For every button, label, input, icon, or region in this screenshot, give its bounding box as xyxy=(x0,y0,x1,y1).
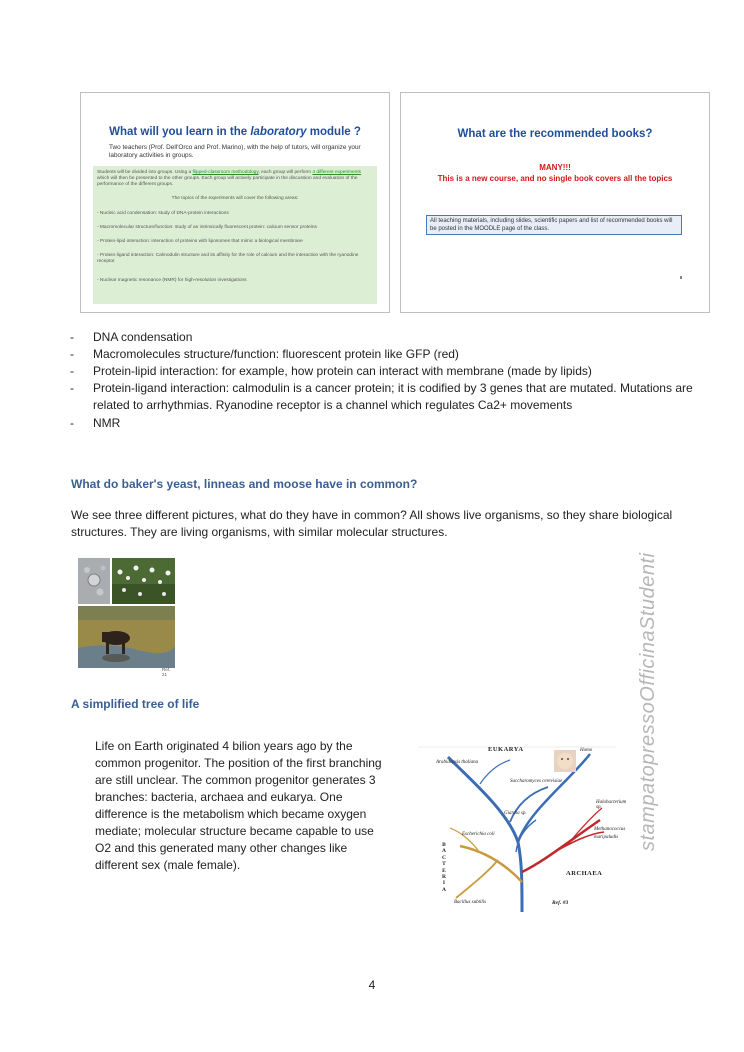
section2-paragraph: Life on Earth originated 4 bilion years ago by the common progenitor. The position of the first branching are still unclear. The common progenitor generates 3 branches: bacteria, archaea and eukarya. One difference is the metabolism which became oxygen mediate; molecular structure became capable to use O2 and this generated many other changes like different sex (male female). xyxy=(95,739,382,872)
photo-reference: Ref. 21 xyxy=(162,667,171,677)
list-dash: - xyxy=(70,364,74,378)
bacteria-letter: A xyxy=(442,886,446,893)
slide2-title: What are the recommended books? xyxy=(457,128,653,140)
bacteria-letter: B xyxy=(442,842,446,848)
slide1-title-pre: What will you learn in the xyxy=(109,126,251,138)
moose-photo xyxy=(78,606,175,668)
section1-paragraph: We see three different pictures, what do they have in common? All shows live organisms, so they share biological structures. They are living organisms, with similar molecular structures. xyxy=(71,508,673,539)
label-archaea: ARCHAEA xyxy=(566,870,603,877)
green-link-experiments: 4 different experiments xyxy=(312,170,362,175)
slide1-green-box xyxy=(93,166,377,304)
list-item-text: Protein-lipid interaction: for example, how protein can interact with membrane (made by lipids) xyxy=(93,364,592,378)
yeast-photo xyxy=(78,558,110,604)
label-maripaludis: maripaludis xyxy=(594,835,619,840)
slide1-topics-intro: The topics of the experiments will cover the following areas: xyxy=(171,196,299,201)
label-ref: Ref. #3 xyxy=(552,900,569,906)
slide1-intro: Two teachers (Prof. Dell'Orco and Prof. Marino), with the help of tutors, will organize your laboratory activities in groups. xyxy=(109,144,361,160)
list-dash: - xyxy=(70,347,74,361)
bacteria-letter: T xyxy=(442,861,446,868)
slide-laboratory-module xyxy=(80,92,390,313)
label-methanococcus: Methanococcus xyxy=(594,827,626,832)
label-homo: Homo xyxy=(580,748,593,753)
slide1-topic-item: - Protein-lipid interaction: interaction of proteins with liposomes that mimic a biological membrane xyxy=(97,239,303,244)
watermark: stampatopressoOfficinaStudenti xyxy=(637,552,659,851)
label-giardia: Giardia sp. xyxy=(504,811,527,816)
label-saccharomyces: Saccharomyces cerevisiae xyxy=(510,779,563,784)
slide1-topic-item: - Nucleic acid condensation: study of DNA-protein interactions xyxy=(97,211,229,216)
slide1-topic-item: - Protein-ligand interaction: Calmodulin structure and its affinity for the role of calcium and the interaction with the ryanodine receptor xyxy=(97,253,359,264)
eukarya-twig xyxy=(480,760,510,784)
bacteria-branch-2 xyxy=(456,860,498,898)
organism-photos xyxy=(78,558,175,677)
bacteria-letter: A xyxy=(442,848,446,855)
slide1-title-emphasis: laboratory xyxy=(250,126,307,138)
slide2-materials-box: All teaching materials, including slides, scientific papers and list of recommended books will be posted in the MOODLE page of the class. xyxy=(426,215,682,235)
bacteria-letter: I xyxy=(442,880,446,887)
bacteria-letter: E xyxy=(442,867,446,874)
list-dash: - xyxy=(70,416,74,430)
label-bacillus: Bacillus subtilis xyxy=(454,900,487,905)
green-text-c: which will then be presented to the other groups. Each group will actively participate in the discussion and evaluation of the performance of the different groups. xyxy=(97,176,358,187)
slide1-title-post: module ? xyxy=(306,126,361,138)
slide2-red-line2: This is a new course, and no single book covers all the topics xyxy=(437,174,673,183)
green-text-b: , each group will perform xyxy=(258,170,313,175)
slide1-green-paragraph xyxy=(97,170,373,188)
label-eukarya: EUKARYA xyxy=(488,746,524,753)
list-item-text: NMR xyxy=(93,416,121,430)
bacteria-branch xyxy=(460,846,522,882)
list-item-text: Protein-ligand interaction: calmodulin is a cancer protein; it is codified by 3 genes that are mutated. Mutations are related to arrhythmias. Ryanodine receptor is a channel which regulates Ca2+ movements xyxy=(93,381,693,412)
slide-recommended-books xyxy=(400,92,710,313)
slide1-topic-item: - Macromolecular structure/function: study of an intrinsically fluorescent protein: calcium sensor proteins xyxy=(97,225,317,230)
list-dash: - xyxy=(70,381,74,395)
slide1-title xyxy=(81,126,389,138)
label-ecoli: Escherichia coli xyxy=(462,832,495,837)
bacteria-letter: C xyxy=(442,854,446,861)
list-item-text: Macromolecules structure/function: fluorescent protein like GFP (red) xyxy=(93,347,459,361)
section-heading-tree: A simplified tree of life xyxy=(71,697,200,711)
archaea-branch xyxy=(522,820,600,872)
list-dash: - xyxy=(70,330,74,344)
section-heading-common: What do baker's yeast, linneas and moose have in common? xyxy=(71,477,418,491)
list-item-text: DNA condensation xyxy=(93,330,193,344)
label-halobacterium: Halobacterium sp. xyxy=(596,800,627,810)
label-bacteria-vertical xyxy=(440,842,448,893)
slide2-red-line1: MANY!!! xyxy=(539,163,571,172)
bacteria-letter: R xyxy=(442,874,446,881)
label-arabidopsis: Arabidopsis thaliana xyxy=(436,760,479,765)
page-number: 4 xyxy=(368,978,376,992)
tree-of-life-figure xyxy=(418,742,627,914)
linnea-photo xyxy=(112,558,175,604)
slide2-page-mark xyxy=(680,276,682,279)
green-link-flipped: flipped-classroom methodology xyxy=(192,170,259,175)
organism-photos-svg xyxy=(78,558,175,674)
slide1-topic-item: - Nuclear magnetic resonance (NMR) for high-resolution investigations xyxy=(97,278,247,283)
green-text-a: Students will be divided into groups. Using a xyxy=(97,170,193,175)
